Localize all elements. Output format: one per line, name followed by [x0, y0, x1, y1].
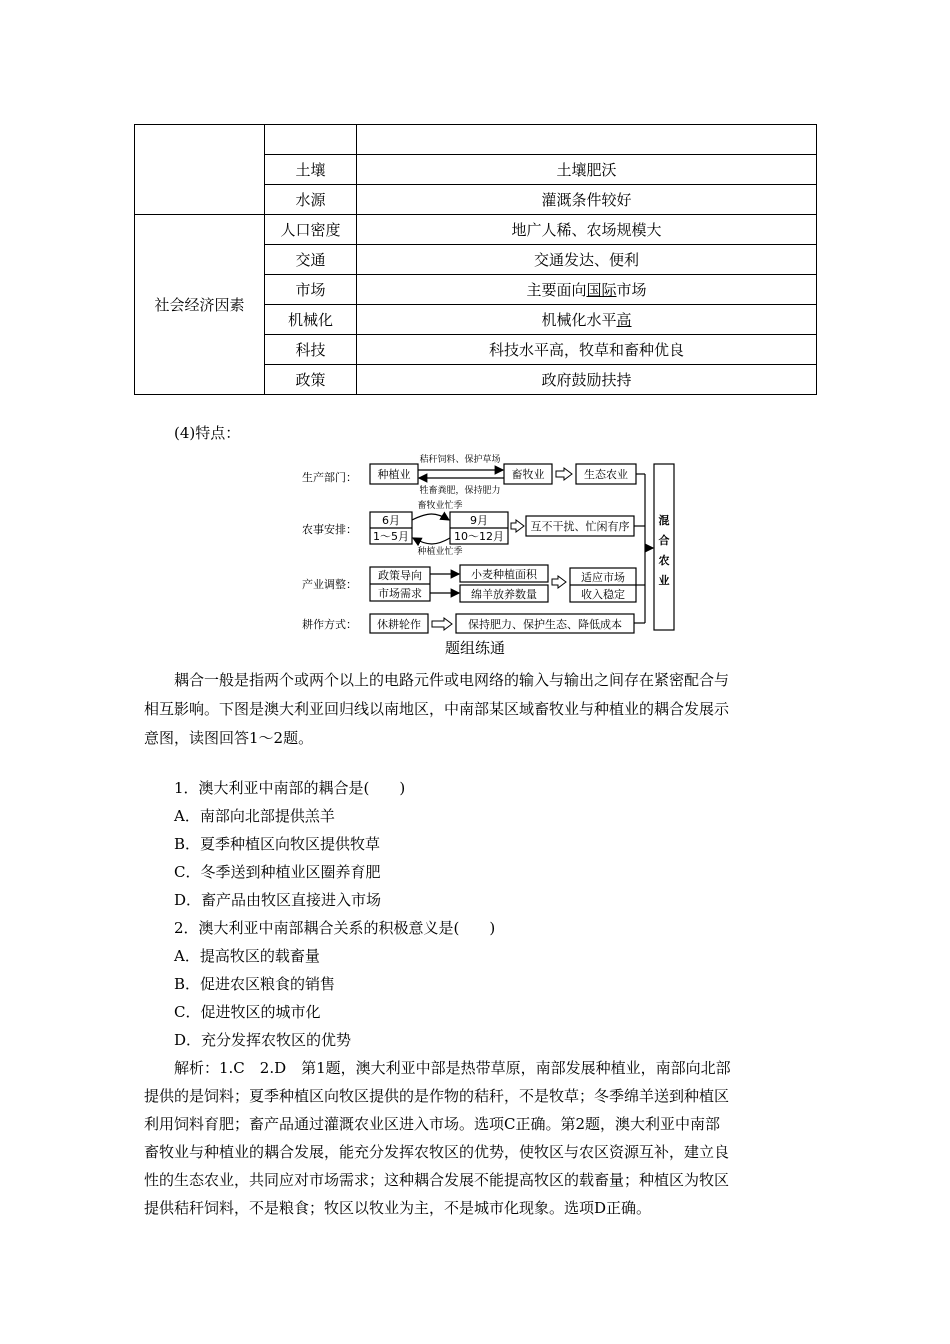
table-cell	[357, 125, 817, 155]
sheep-count-box: 绵羊放养数量	[471, 588, 537, 601]
underlined-text: 国际	[586, 281, 617, 299]
intro-line: 意图，读图回答1～2题。	[144, 729, 314, 747]
text-part: 市场	[616, 281, 647, 299]
oct-dec-text: 10～12月	[454, 530, 504, 543]
option: A．提高牧区的载畜量	[174, 947, 320, 965]
text-part: 主要面向	[526, 281, 587, 299]
mixed-farming-diagram	[300, 448, 680, 638]
mixed-farming-char: 业	[658, 574, 670, 587]
table-cell: 政策	[265, 365, 357, 395]
mixed-farming-char: 农	[658, 554, 670, 567]
market-demand-text: 市场需求	[378, 587, 422, 600]
policy-text: 政策导向	[378, 569, 422, 582]
natural-factor-cell	[135, 125, 265, 215]
mixed-farming-char: 合	[658, 534, 670, 547]
table-row	[135, 125, 817, 155]
september-text: 9月	[470, 514, 488, 527]
text-part: 机械化水平	[541, 311, 617, 329]
bottom-arrow-text: 牲畜粪肥，保持肥力	[419, 486, 501, 496]
table-cell: 交通	[265, 245, 357, 275]
production-label: 生产部门：	[302, 471, 357, 484]
table-cell: 水源	[265, 185, 357, 215]
table-cell	[357, 275, 817, 305]
wheat-area-box: 小麦种植面积	[471, 568, 537, 581]
adjust-label: 产业调整：	[302, 578, 357, 591]
no-interference-box: 互不干扰、忙闲有序	[530, 520, 630, 533]
jan-may-text: 1～5月	[373, 530, 409, 543]
planting-box: 种植业	[377, 468, 411, 481]
option: B．夏季种植区向牧区提供牧草	[174, 835, 381, 853]
mixed-farming-char: 混	[658, 514, 670, 527]
question-stem: 2．澳大利亚中南部耦合关系的积极意义是( )	[174, 919, 496, 937]
table-cell: 土壤	[265, 155, 357, 185]
planting-busy-text: 种植业忙季	[417, 547, 463, 557]
table-cell: 科技水平高，牧草和畜种优良	[357, 335, 817, 365]
table-cell: 灌溉条件较好	[357, 185, 817, 215]
protect-box: 保持肥力、保护生态、降低成本	[468, 618, 622, 631]
table-cell: 机械化	[265, 305, 357, 335]
table-cell: 政府鼓励扶持	[357, 365, 817, 395]
table-cell: 地广人稀、农场规模大	[357, 215, 817, 245]
option: A．南部向北部提供羔羊	[174, 807, 335, 825]
june-text: 6月	[382, 514, 400, 527]
table-row	[135, 215, 817, 245]
table-cell	[265, 125, 357, 155]
adapt-market-text: 适应市场	[581, 571, 625, 584]
livestock-box: 畜牧业	[511, 468, 545, 481]
schedule-label: 农事安排：	[302, 523, 357, 536]
option: B．促进农区粮食的销售	[174, 975, 336, 993]
analysis-line: 性的生态农业，共同应对市场需求；这种耦合发展不能提高牧区的载畜量；种植区为牧区	[144, 1171, 730, 1189]
option: D．畜产品由牧区直接进入市场	[174, 891, 382, 909]
table-cell: 土壤肥沃	[357, 155, 817, 185]
intro-line: 相互影响。下图是澳大利亚回归线以南地区，中南部某区域畜牧业与种植业的耦合发展示	[144, 700, 730, 718]
features-heading: (4)特点：	[174, 424, 241, 442]
stable-income-text: 收入稳定	[581, 588, 625, 601]
factors-table	[134, 124, 817, 395]
table-cell: 交通发达、便利	[357, 245, 817, 275]
table-cell: 人口密度	[265, 215, 357, 245]
intro-line: 耦合一般是指两个或两个以上的电路元件或电网络的输入与输出之间存在紧密配合与	[174, 671, 730, 689]
table-cell: 市场	[265, 275, 357, 305]
option: D．充分发挥农牧区的优势	[174, 1031, 352, 1049]
analysis-line: 提供秸秆饲料，不是粮食；牧区以牧业为主，不是城市化现象。选项D正确。	[144, 1199, 652, 1217]
option: C．冬季送到种植业区圈养育肥	[174, 863, 381, 881]
livestock-busy-text: 畜牧业忙季	[417, 501, 463, 511]
table-cell	[357, 305, 817, 335]
social-economic-factor-cell: 社会经济因素	[135, 215, 265, 395]
analysis-line: 畜牧业与种植业的耦合发展，能充分发挥农牧区的优势，使牧区与农区资源互补，建立良	[144, 1143, 730, 1161]
fallow-rotation-box: 休耕轮作	[377, 618, 421, 631]
analysis-line: 提供的是饲料；夏季种植区向牧区提供的是作物的秸秆，不是牧草；冬季绵羊送到种植区	[144, 1087, 730, 1105]
section-caption: 题组练通	[444, 639, 505, 657]
eco-agriculture-box: 生态农业	[584, 468, 628, 481]
table-cell: 科技	[265, 335, 357, 365]
underlined-text: 高	[616, 311, 632, 329]
question-stem: 1．澳大利亚中南部的耦合是( )	[174, 779, 406, 797]
top-arrow-text: 秸秆饲料、保护草场	[419, 455, 501, 465]
analysis-line: 利用饲料育肥；畜产品通过灌溉农业区进入市场。选项C正确。第2题，澳大利亚中南部	[144, 1115, 721, 1133]
analysis-line: 解析：1.C 2.D 第1题，澳大利亚中部是热带草原，南部发展种植业，南部向北部	[174, 1059, 731, 1077]
farming-label: 耕作方式：	[302, 618, 357, 631]
option: C．促进牧区的城市化	[174, 1003, 321, 1021]
